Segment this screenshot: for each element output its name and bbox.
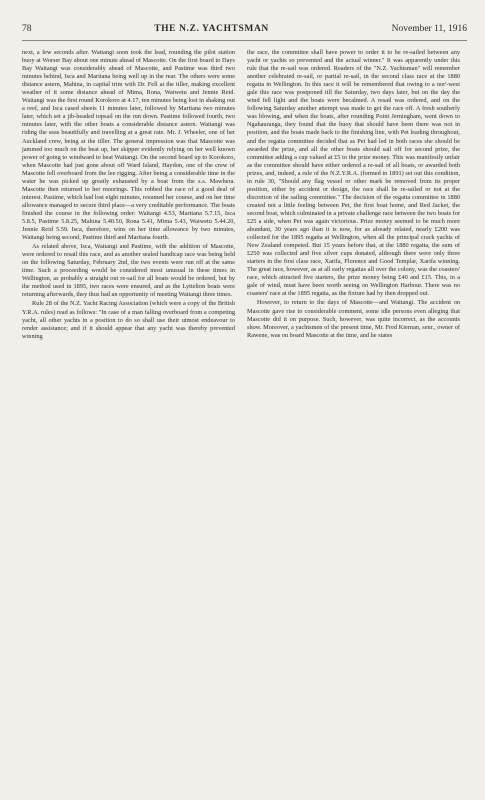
left-column bbox=[22, 49, 235, 341]
issue-date: November 11, 1916 bbox=[391, 24, 467, 34]
paragraph: next, a few seconds after. Waitangi soon took the lead, rounding the pilot station buoy at Worser Bay about one minute ahead of Mascotte. On the first board to Days Bay Waitangi was considerably ahead of Mascotte, and Pastime was third two minutes behind, Isca and Maritana being well up in the rear. The others were some distance astern, Mahina, in capital trim with Dr. Fell at the tiller, making excellent weather of it some distance ahead of Mima, Rona, Waiwetu and Jennie Reid. Waitangi was the first round Korokoro at 4.17, ten minutes being lost in shaking out a reef, and Isca cased sheets 11 minutes later, followed by Maritana two minutes later, which set a jib-headed topsail on the run down. Pastime followed fourth, two minutes later, with the other boats a considerable distance astern. Waitangi was riding the seas beautifully and travelling at a great rate. Mr. J. Wheeler, one of her Auckland crew, being at the tiller. The general impression was that Mascotte was jammed too much on the beat up, her skipper evidently relying on her well known power of going to windward to beat Waitangi. On the second board up to Korokoro, when Mascotte had just gone about off Ward Island, Haydon, one of the crew of Mascotte fell overboard from the lee rigging. After being a considerable time in the water he was picked up greatly exhausted by a boat from the s.s. Mawhera. Mascotte then returned to her moorings. This robbed the race of a good deal of interest. Pastime, which had lost eight minutes, resumed her course, and on her time allowance managed to secure third place—a very creditable performance. The boats finished the course in the following order: Waitangi 4.53, Maritana 5.7.15, Isca 5.8.5, Pastime 5.8.25, Mahina 5.40.50, Rona 5.41, Mima 5.43, Waiwetu 5.44.20, Jennie Reid 5.59. Isca, therefore, wins on her time allowance by two minutes, Waitangi being second, Pastime third and Maritana fourth. bbox=[22, 49, 235, 242]
page-number: 78 bbox=[22, 24, 32, 34]
page-header bbox=[22, 24, 467, 38]
header-rule bbox=[22, 40, 467, 41]
paragraph: However, to return to the days of Mascotte—and Waitangi. The accident on Mascotte gave rise to considerable comment, some idle persons even alleging that Mascotte did it on purpose. Such, however, was quite incorrect, as the accounts show. Moreover, a yachtsmen of the present time, Mr. Fred Kiernan, senr., owner of Rawene, was on board Mascotte at the time, and he states bbox=[247, 299, 460, 339]
publication-title: THE N.Z. YACHTSMAN bbox=[154, 24, 269, 34]
paragraph: the race, the committee shall have power to order it to be re-sailed between any yacht or yachts so prevented and the actual winner." It was apparently under this rule that the re-sail was ordered. Readers of the "N.Z. Yachtsman" will remember another celebrated re-sail, or partial re-sail, in the second class race at the 1880 regatta in Wellington. In this race it will be remembered that owing to a nor'-west gale this race was postponed till the Saturday, two days later, but on the day the wind fell light and the boats were becalmed. A resail was ordered, and on the following Saturday another attempt was made to get the race off. A fresh southerly was blowing, and when the boats, after rounding Point Jerningham, went down to Ngahauranga, they found that the buoy that should have been there was not in position, and the boats made back to the finishing line, with Pet leading throughout, and the regatta committee decided that as Pet had led in both races she should be awarded the prize, and all the other boats should sail off for second prize, the committee adding a cup valued at £5 to the prize money. This was manifestly unfair as the committee should have either ordered a re-sail of all boats, or awarded both prizes, and, indeed, a rule of the N.Z.Y.R.A. (formed in 1891) set out this condition, in rule 30, "Should any flag vessel or other mark be removed from its proper position, either by accident or design, the race shall be re-sailed or not at the discretion of the sailing committee." The decision of the regatta committee in 1880 created not a little feeling between Pet, the first boat home, and Red Jacket, the second boat, which culminated in a private challenge race between the two boats for £25 a side, when Pet was again victorious. Prize money seemed to be much more abundant, 30 years ago than it is now, for as already related, nearly £200 was collected for the 1895 regatta at Wellington, when all the principal crack yachts of New Zealand competed. But 15 years before that, at the 1880 regatta, the sum of £250 was collected and five silver cups donated, although there were only three starters in the first class race, Xarifa, Florence and Good Templar, Xarifa winning. The great race, however, as at all early regattas all over the colony, was the coasters' race, which attracted five starters, the prize money being £40 and £15. This, in a gale of wind, must have been worth seeing on Wellington Harbour. There was no coasters' race at the 1895 regatta, as the fixture had by then dropped out. bbox=[247, 49, 460, 298]
paragraph: Rule 28 of the N.Z. Yacht Racing Association (which were a copy of the British Y.R.A. rules) read as follows: "In case of a man falling overboard from a competing yacht, all other yachts in a position to do so shall use their utmost endeavour to render assistance; and if it should appear that any yacht was thereby prevented winning bbox=[22, 300, 235, 340]
paragraph: As related above, Isca, Waitangi and Pastime, with the addition of Mascotte, were ordered to resail this race, and as another sealed handicap race was being held on the following Saturday, February 2nd, the two events were run off at the same time. Such a proceeding would be considered most unusual in these times in Wellington, as probably a straight out re-sail for all boats would be ordered, but by the method used in 1895, two races were ensured, and as the Lyttelton boats were returning afterwards, they thus had an opportunity of meeting Waitangi three times. bbox=[22, 243, 235, 299]
right-column bbox=[247, 49, 460, 340]
